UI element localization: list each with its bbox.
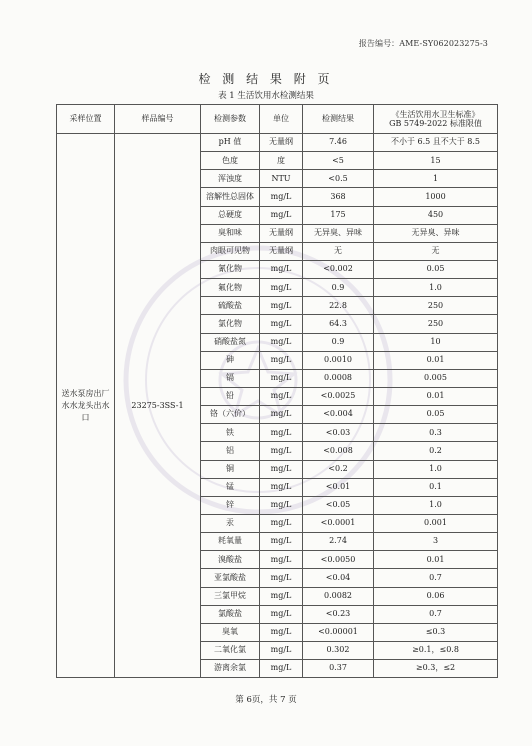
limit-cell: 1.0 bbox=[374, 460, 498, 478]
limit-cell: 无 bbox=[374, 242, 498, 260]
column-header-location: 采样位置 bbox=[57, 105, 115, 134]
table-caption: 表 1 生活饮用水检测结果 bbox=[218, 91, 314, 101]
table-body bbox=[57, 134, 498, 678]
unit-cell: mg/L bbox=[260, 442, 303, 460]
limit-cell: 10 bbox=[374, 333, 498, 351]
unit-cell: mg/L bbox=[260, 533, 303, 551]
unit-cell: mg/L bbox=[260, 623, 303, 641]
limit-cell: 1.0 bbox=[374, 496, 498, 514]
unit-cell: mg/L bbox=[260, 315, 303, 333]
limit-cell: 450 bbox=[374, 206, 498, 224]
parameter-cell: 砷 bbox=[201, 351, 260, 369]
unit-cell: mg/L bbox=[260, 206, 303, 224]
result-cell: <0.008 bbox=[303, 442, 374, 460]
result-cell: <0.004 bbox=[303, 406, 374, 424]
parameter-cell: 氰化物 bbox=[201, 260, 260, 278]
unit-cell: mg/L bbox=[260, 387, 303, 405]
unit-cell: mg/L bbox=[260, 641, 303, 659]
result-cell: <0.0025 bbox=[303, 387, 374, 405]
page-title: 检 测 结 果 附 页 bbox=[198, 72, 334, 86]
unit-cell: mg/L bbox=[260, 333, 303, 351]
result-cell: <0.23 bbox=[303, 605, 374, 623]
parameter-cell: 色度 bbox=[201, 152, 260, 170]
result-cell: 0.9 bbox=[303, 279, 374, 297]
result-cell: 368 bbox=[303, 188, 374, 206]
parameter-cell: 铜 bbox=[201, 460, 260, 478]
parameter-cell: 氯酸盐 bbox=[201, 605, 260, 623]
limit-cell: ≥0.3，≤2 bbox=[374, 660, 498, 678]
limit-cell: 0.7 bbox=[374, 605, 498, 623]
limit-cell: 0.2 bbox=[374, 442, 498, 460]
table-header-row bbox=[57, 105, 498, 134]
parameter-cell: 镉 bbox=[201, 369, 260, 387]
parameter-cell: 溴酸盐 bbox=[201, 551, 260, 569]
limit-cell: 0.3 bbox=[374, 424, 498, 442]
result-cell: <0.04 bbox=[303, 569, 374, 587]
result-cell: <0.0001 bbox=[303, 514, 374, 532]
parameter-cell: 硫酸盐 bbox=[201, 297, 260, 315]
result-cell: <0.03 bbox=[303, 424, 374, 442]
unit-cell: mg/L bbox=[260, 460, 303, 478]
parameter-cell: 铬（六价） bbox=[201, 406, 260, 424]
parameter-cell: 氯化物 bbox=[201, 315, 260, 333]
unit-cell: mg/L bbox=[260, 279, 303, 297]
result-cell: <0.0050 bbox=[303, 551, 374, 569]
parameter-cell: 锰 bbox=[201, 478, 260, 496]
sampling-location-cell: 送水泵房出厂水水龙头出水口 bbox=[57, 134, 115, 678]
limit-cell: 0.05 bbox=[374, 406, 498, 424]
result-cell: 0.302 bbox=[303, 641, 374, 659]
limit-cell: 0.01 bbox=[374, 551, 498, 569]
unit-cell: mg/L bbox=[260, 569, 303, 587]
parameter-cell: 汞 bbox=[201, 514, 260, 532]
parameter-cell: 二氧化氯 bbox=[201, 641, 260, 659]
limit-cell: 无异臭、异味 bbox=[374, 224, 498, 242]
result-cell: 无异臭、异味 bbox=[303, 224, 374, 242]
result-cell: <0.00001 bbox=[303, 623, 374, 641]
result-cell: 0.37 bbox=[303, 660, 374, 678]
unit-cell: NTU bbox=[260, 170, 303, 188]
limit-cell: 0.06 bbox=[374, 587, 498, 605]
parameter-cell: 氟化物 bbox=[201, 279, 260, 297]
parameter-cell: 亚氯酸盐 bbox=[201, 569, 260, 587]
limit-cell: 0.05 bbox=[374, 260, 498, 278]
limit-cell: 3 bbox=[374, 533, 498, 551]
unit-cell: mg/L bbox=[260, 188, 303, 206]
unit-cell: mg/L bbox=[260, 660, 303, 678]
unit-cell: 无量纲 bbox=[260, 224, 303, 242]
result-cell: 2.74 bbox=[303, 533, 374, 551]
limit-cell: 250 bbox=[374, 297, 498, 315]
limit-cell: ≤0.3 bbox=[374, 623, 498, 641]
unit-cell: mg/L bbox=[260, 587, 303, 605]
parameter-cell: 硝酸盐氮 bbox=[201, 333, 260, 351]
standard-name: 《生活饮用水卫生标准》 bbox=[391, 109, 480, 119]
parameter-cell: 浑浊度 bbox=[201, 170, 260, 188]
column-header-sample-no: 样品编号 bbox=[115, 105, 201, 134]
report-number: 报告编号：AME-SY062023275-3 bbox=[358, 39, 488, 48]
parameter-cell: 铅 bbox=[201, 387, 260, 405]
limit-cell: 0.001 bbox=[374, 514, 498, 532]
unit-cell: mg/L bbox=[260, 351, 303, 369]
limit-cell: 1.0 bbox=[374, 279, 498, 297]
unit-cell: mg/L bbox=[260, 514, 303, 532]
sample-number-cell: 23275-3SS-1 bbox=[115, 134, 201, 678]
limit-cell: 不小于 6.5 且不大于 8.5 bbox=[374, 134, 498, 152]
standard-code: GB 5749-2022 标准限值 bbox=[389, 119, 482, 128]
unit-cell: 度 bbox=[260, 152, 303, 170]
unit-cell: 无量纲 bbox=[260, 134, 303, 152]
table-row bbox=[57, 134, 498, 152]
unit-cell: 无量纲 bbox=[260, 242, 303, 260]
page-footer: 第 6页，共 7 页 bbox=[235, 695, 297, 705]
parameter-cell: pH 值 bbox=[201, 134, 260, 152]
limit-cell: 0.1 bbox=[374, 478, 498, 496]
result-cell: 175 bbox=[303, 206, 374, 224]
unit-cell: mg/L bbox=[260, 297, 303, 315]
unit-cell: mg/L bbox=[260, 478, 303, 496]
result-cell: 22.8 bbox=[303, 297, 374, 315]
limit-cell: 1000 bbox=[374, 188, 498, 206]
result-cell: <5 bbox=[303, 152, 374, 170]
parameter-cell: 锌 bbox=[201, 496, 260, 514]
result-cell: <0.05 bbox=[303, 496, 374, 514]
limit-cell: 0.01 bbox=[374, 387, 498, 405]
result-cell: 无 bbox=[303, 242, 374, 260]
limit-cell: 0.7 bbox=[374, 569, 498, 587]
results-table bbox=[56, 104, 498, 678]
parameter-cell: 臭和味 bbox=[201, 224, 260, 242]
parameter-cell: 臭氧 bbox=[201, 623, 260, 641]
parameter-cell: 铝 bbox=[201, 442, 260, 460]
limit-cell: 0.005 bbox=[374, 369, 498, 387]
column-header-unit: 单位 bbox=[260, 105, 303, 134]
parameter-cell: 溶解性总固体 bbox=[201, 188, 260, 206]
limit-cell: 0.01 bbox=[374, 351, 498, 369]
parameter-cell: 三氯甲烷 bbox=[201, 587, 260, 605]
unit-cell: mg/L bbox=[260, 369, 303, 387]
result-cell: 0.0082 bbox=[303, 587, 374, 605]
parameter-cell: 铁 bbox=[201, 424, 260, 442]
result-cell: 64.3 bbox=[303, 315, 374, 333]
column-header-standard bbox=[374, 105, 498, 134]
parameter-cell: 游离余氯 bbox=[201, 660, 260, 678]
result-cell: 0.9 bbox=[303, 333, 374, 351]
unit-cell: mg/L bbox=[260, 551, 303, 569]
parameter-cell: 总硬度 bbox=[201, 206, 260, 224]
limit-cell: 1 bbox=[374, 170, 498, 188]
column-header-parameter: 检测参数 bbox=[201, 105, 260, 134]
parameter-cell: 肉眼可见物 bbox=[201, 242, 260, 260]
unit-cell: mg/L bbox=[260, 424, 303, 442]
unit-cell: mg/L bbox=[260, 605, 303, 623]
result-cell: 0.0008 bbox=[303, 369, 374, 387]
limit-cell: ≥0.1，≤0.8 bbox=[374, 641, 498, 659]
limit-cell: 15 bbox=[374, 152, 498, 170]
result-cell: 7.46 bbox=[303, 134, 374, 152]
column-header-result: 检测结果 bbox=[303, 105, 374, 134]
unit-cell: mg/L bbox=[260, 260, 303, 278]
parameter-cell: 耗氧量 bbox=[201, 533, 260, 551]
result-cell: <0.2 bbox=[303, 460, 374, 478]
unit-cell: mg/L bbox=[260, 406, 303, 424]
limit-cell: 250 bbox=[374, 315, 498, 333]
unit-cell: mg/L bbox=[260, 496, 303, 514]
result-cell: <0.002 bbox=[303, 260, 374, 278]
result-cell: <0.01 bbox=[303, 478, 374, 496]
result-cell: <0.5 bbox=[303, 170, 374, 188]
result-cell: 0.0010 bbox=[303, 351, 374, 369]
